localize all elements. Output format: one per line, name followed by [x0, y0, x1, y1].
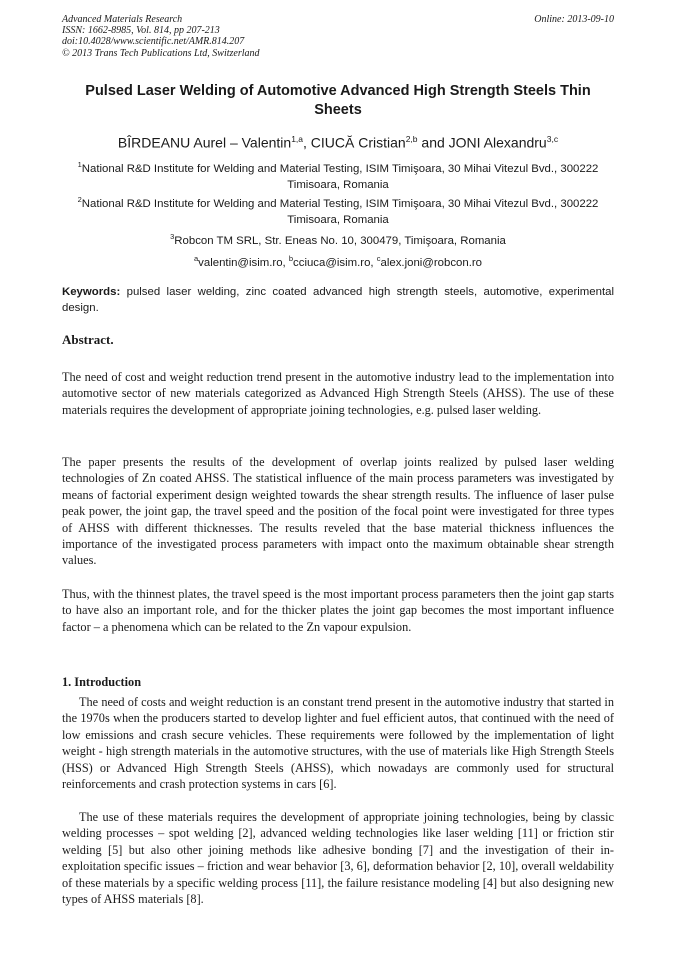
- author-joni: JONI Alexandru: [448, 134, 547, 151]
- author-separator: ,: [303, 134, 311, 151]
- affiliation-text: Robcon TM SRL, Str. Eneas No. 10, 300479, Timişoara, Romania: [174, 234, 506, 247]
- email-sup: b: [288, 254, 294, 263]
- keywords: [62, 285, 614, 316]
- email-line: [62, 251, 614, 271]
- abstract-paragraph-3: Thus, with the thinnest plates, the travel speed is the most important process parameters then the joint gap starts to have also an important role, and for the thicker plates the joint gap becomes the most important influence factor – a phenomena which can be related to the Zn vapour expulsion.: [62, 587, 614, 634]
- author-line: [62, 130, 614, 152]
- online-date: Online: 2013-09-10: [534, 14, 614, 25]
- affiliation-sup: 3: [170, 232, 175, 241]
- affiliation-sup: 1: [77, 160, 82, 169]
- affiliation-2: [62, 192, 614, 229]
- author-separator: and: [417, 134, 449, 151]
- email-link[interactable]: cciuca@isim.ro,: [293, 256, 377, 269]
- introduction-paragraph-2: The use of these materials requires the development of appropriate joining technologies, being by classic welding processes – spot welding [2], advanced welding technologies like laser welding [11] or friction stir welding [5] but also other joining methods like adhesive bonding [7] and the investigation of their in-exploitation specific issues – friction and wear behavior [3, 6], deformation behavior [2, 10], overall weldability of these materials by a specific welding process [11], the failure resistance modeling [4] but also designing new types of AHSS materials [8].: [62, 810, 614, 907]
- keywords-text: pulsed laser welding, zinc coated advanced high strength steels, automotive, experimental design.: [62, 286, 614, 314]
- affiliation-sup: 2: [77, 195, 82, 204]
- paper-title: Pulsed Laser Welding of Automotive Advanced High Strength Steels Thin Sheets: [85, 83, 591, 118]
- author-sup: 2,b: [405, 134, 418, 144]
- author-sup: 3,c: [546, 134, 559, 144]
- section-heading-introduction: 1. Introduction: [62, 675, 142, 689]
- doi-line[interactable]: doi:10.4028/www.scientific.net/AMR.814.207: [62, 36, 245, 48]
- email-link[interactable]: alex.joni@robcon.ro: [380, 256, 482, 269]
- affiliation-text: National R&D Institute for Welding and Material Testing, ISIM Timişoara, 30 Mihai Vitezul Bvd., 300222 Timisoara, Romania: [81, 197, 599, 227]
- email-link[interactable]: valentin@isim.ro,: [198, 256, 289, 269]
- journal-header: [62, 14, 614, 59]
- keywords-label: Keywords:: [62, 286, 121, 298]
- affiliation-3: [62, 229, 614, 249]
- author-sup: 1,a: [291, 134, 304, 144]
- author-birdeanu: BÎRDEANU Aurel – Valentin: [117, 134, 292, 151]
- email-sup: c: [376, 254, 381, 263]
- abstract-paragraph-1: The need of cost and weight reduction trend present in the automotive industry lead to the implementation into automotive sector of new materials categorized as Advanced High Strength Steels (AHSS). The use of these materials requires the development of appropriate joining technologies, e.g. pulsed laser welding.: [62, 370, 614, 417]
- abstract-paragraph-2: The paper presents the results of the development of overlap joints realized by pulsed laser welding technologies of Zn coated AHSS. The statistical influence of the main process parameters was investigated by means of factorial experiment design weighted towards the shear strength results. The influence of laser pulse peak power, the joint gap, the travel speed and the position of the focal point were investigated for three types of AHSS with different thicknesses. The results reveled that the base material thickness influences the importance of the investigated process parameters with impact onto the maximum obtainable shear strength values.: [62, 455, 614, 568]
- copyright-line: © 2013 Trans Tech Publications Ltd, Switzerland: [62, 47, 260, 59]
- affiliation-text: National R&D Institute for Welding and Material Testing, ISIM Timişoara, 30 Mihai Vitezul Bvd., 300222 Timisoara, Romania: [81, 162, 599, 192]
- issn-line: ISSN: 1662-8985, Vol. 814, pp 207-213: [62, 25, 220, 37]
- author-ciuca: CIUCĂ Cristian: [310, 134, 406, 151]
- introduction-paragraph-1: The need of costs and weight reduction is an constant trend present in the automotive industry that started in the 1970s when the producers started to develop lighter and fuel efficient autos, that continued with the need of low emissions and crash secure vehicles. These requirements were followed by the implementation of light weight - high strength materials in the automotive structures, with the use of materials like High Strength Steels (HSS) or Advanced High Strength Steels (AHSS), which nowadays are commonly used for structural reinforcements and crash protection systems in cars [6].: [62, 695, 614, 792]
- abstract-heading: Abstract.: [62, 332, 114, 347]
- email-sup: a: [194, 254, 199, 263]
- journal-name: Advanced Materials Research: [62, 14, 183, 25]
- affiliation-1: [62, 157, 614, 194]
